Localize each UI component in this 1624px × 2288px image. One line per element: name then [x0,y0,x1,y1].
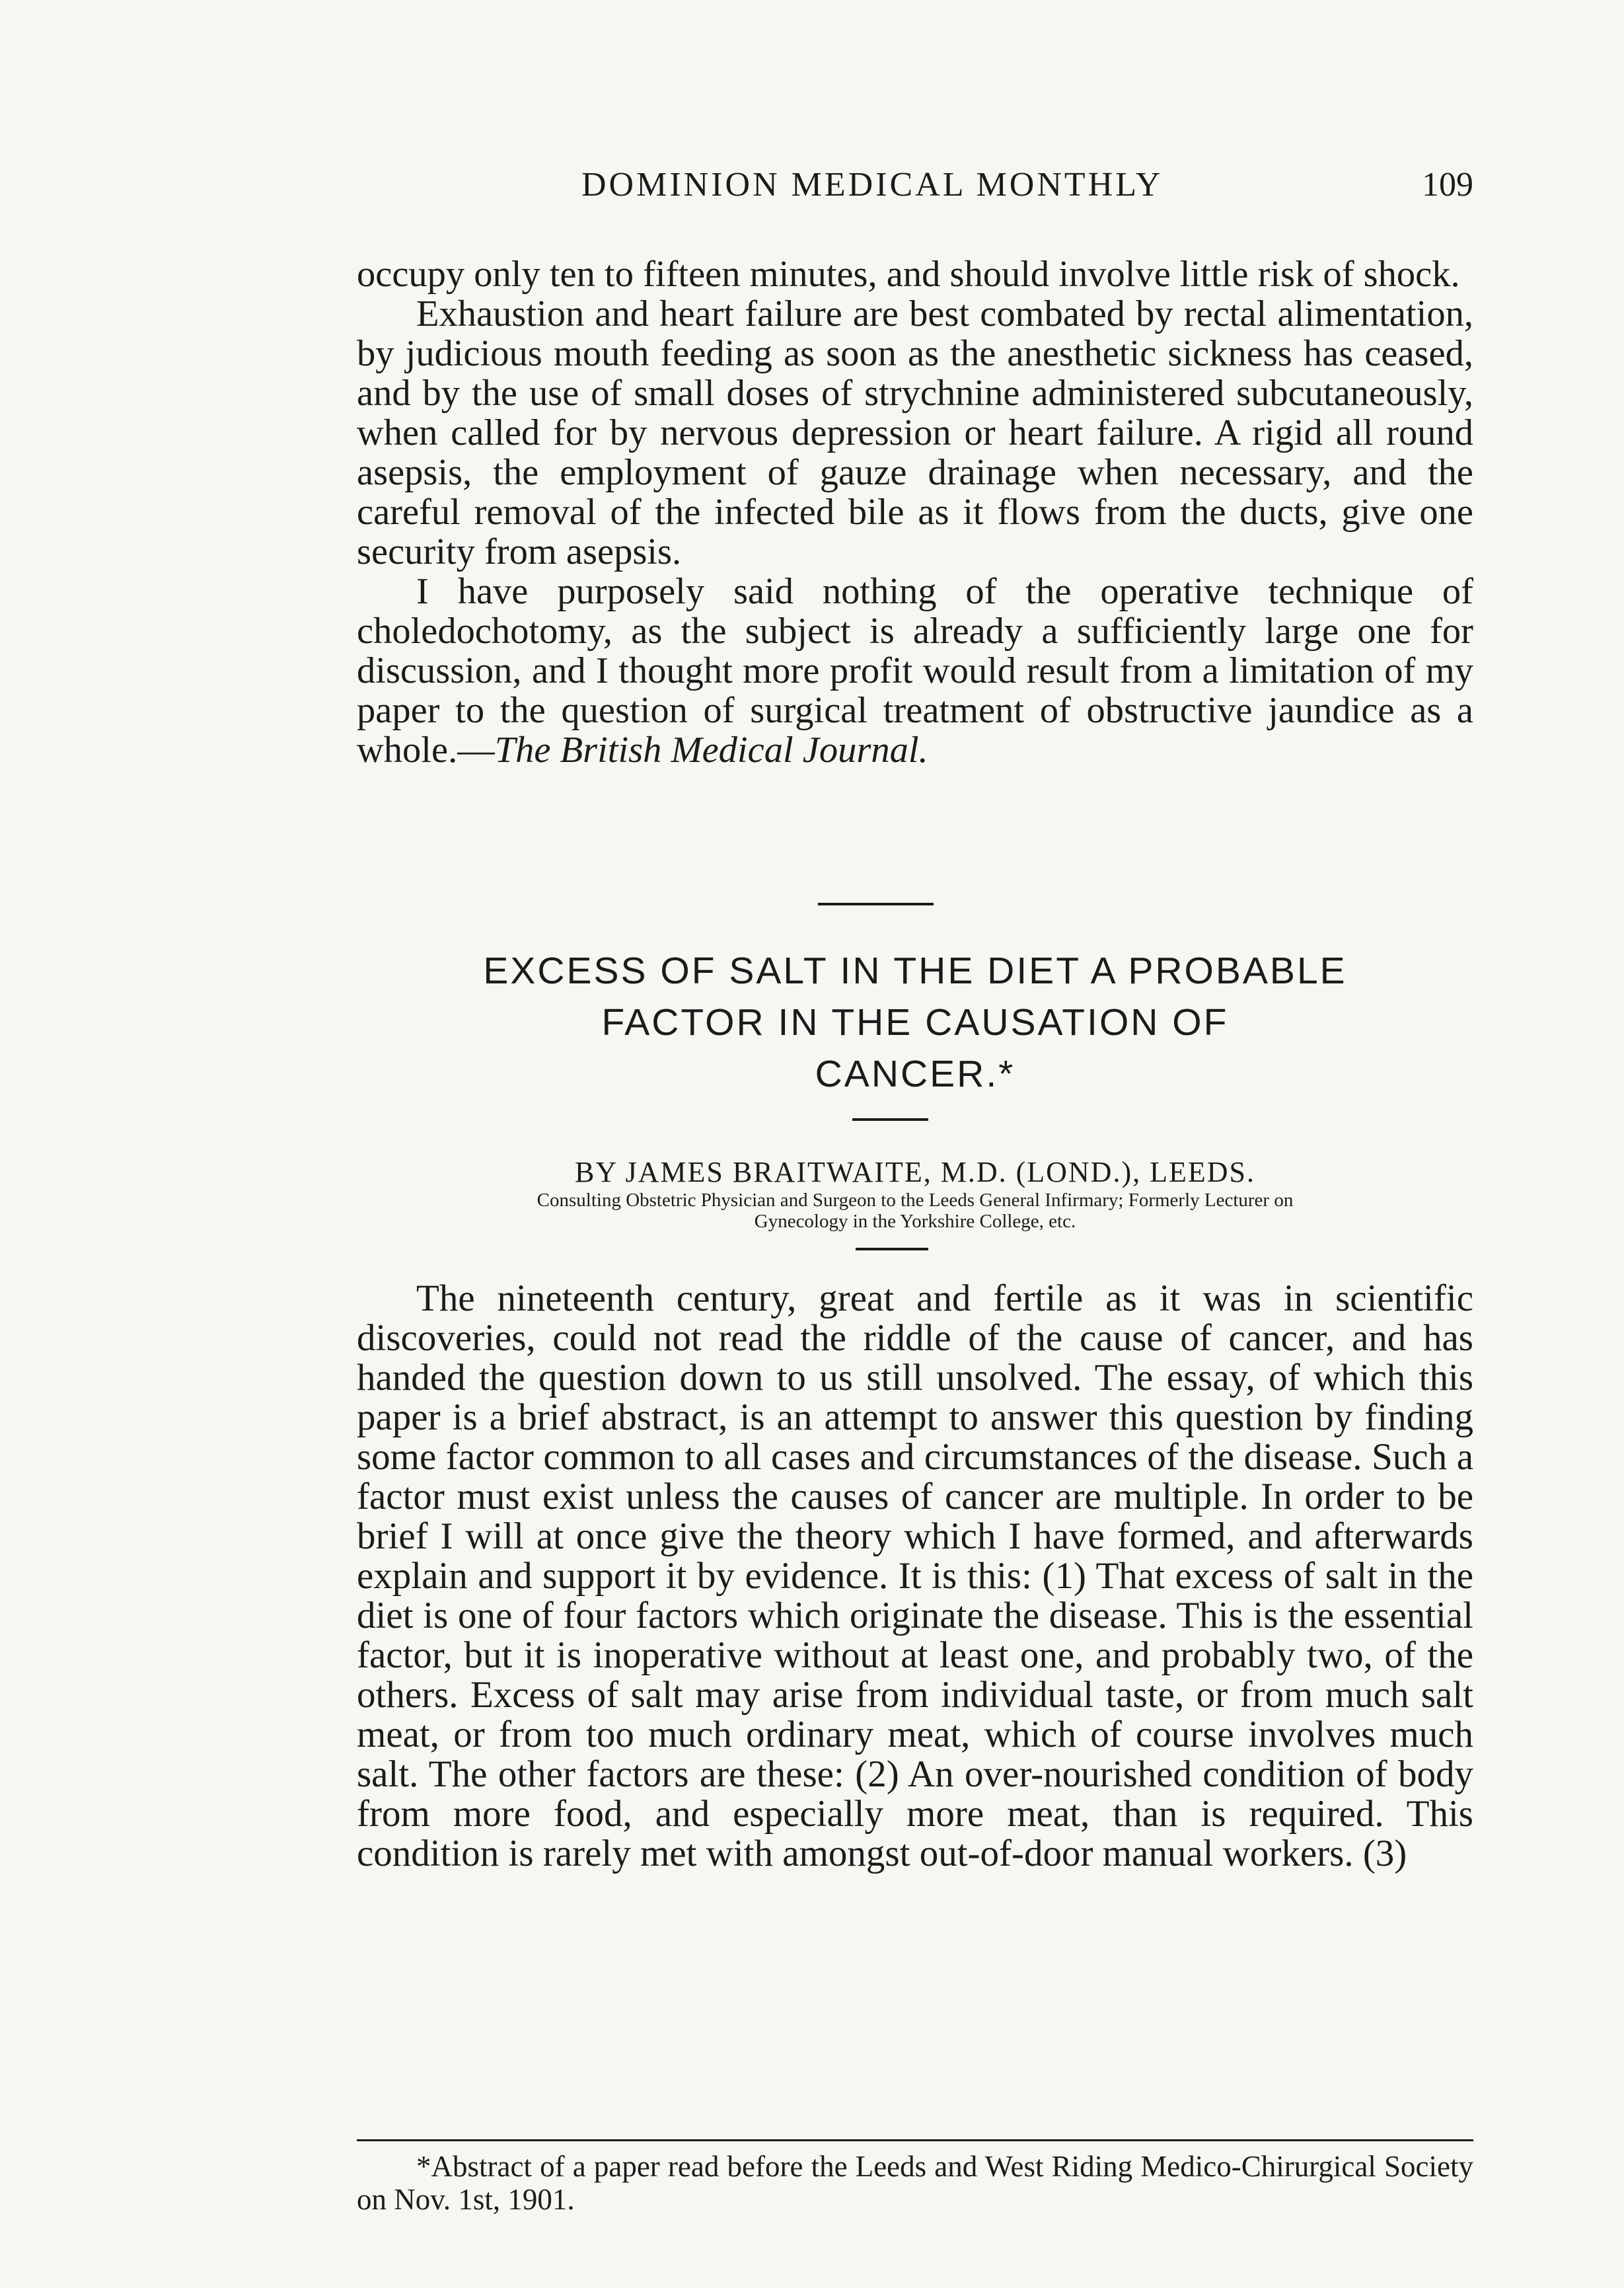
affiliation-line: Consulting Obstetric Physician and Surgeon to the Leeds General Infirmary; Formerly Lecturer on [536,1190,1294,1211]
affiliation-line: Gynecology in the Yorkshire College, etc. [754,1211,1076,1232]
paragraph: Exhaustion and heart failure are best combated by rectal alimentation, by judicious mouth feeding as soon as the anesthetic sickness has ceased, and by the use of small doses of strychnine administered subcutaneously, when called for by nervous depression or heart failure. A rigid all round asepsis, the employment of gauze drainage when necessary, and the careful removal of the infected bile as it flows from the ducts, give one security from asepsis. [357,293,1473,572]
running-title: DOMINION MEDICAL MONTHLY [581,166,1163,204]
paragraph: The nineteenth century, great and fertile as it was in scientific discoveries, could not read the riddle of the cause of cancer, and has handed the question down to us still unsolved. The essay, of which this paper is a brief abstract, is an attempt to answer this question by finding some factor common to all cases and circumstances of the disease. Such a factor must exist unless the causes of cancer are multiple. In order to be brief I will at once give the theory which I have formed, and afterwards explain and support it by evidence. It is this: (1) That excess of salt in the diet is one of four factors which originate the disease. This is the essential factor, but it is inoperative without at least one, and probably two, of the others. Excess of salt may arise from individual taste, or from much salt meat, or from too much ordinary meat, which of course involves much salt. The other factors are these: (2) An over-nourished condition of body from more food, and especially more meat, than is required. This condition is rarely met with amongst out-of-door manual workers. (3) [357,1277,1473,1874]
footnote-divider [357,2139,1473,2141]
paragraph [357,572,1473,770]
footnote [357,2150,1473,2216]
author-affiliation [357,1190,1473,1232]
article-title-line: FACTOR IN THE CAUSATION OF [601,1001,1229,1044]
running-header [357,165,1473,218]
article-title-line: CANCER.* [815,1053,1015,1095]
page-number: 109 [1422,166,1473,204]
article-title-line: EXCESS OF SALT IN THE DIET A PROBABLE [483,950,1347,992]
title-divider [852,1118,928,1121]
previous-article-text [357,254,1473,770]
footnote-text: *Abstract of a paper read before the Leeds and West Riding Medico-Chirurgical Society on Nov. 1st, 1901. [357,2150,1473,2216]
article-body [357,1279,1473,1874]
paragraph: occupy only ten to fifteen minutes, and should involve little risk of shock. [357,254,1460,295]
paragraph-text: I have purposely said nothing of the operative technique of choledochotomy, as the subject is already a sufficiently large one for discussion, and I thought more profit would result from a limitation of my paper to the question of surgical treatment of obstructive jaundice as a whole. [357,571,1473,771]
byline-divider [856,1248,928,1250]
source-dash: — [457,730,495,771]
author-byline: BY JAMES BRAITWAITE, M.D. (LOND.), LEEDS. [575,1156,1255,1188]
source-citation: The British Medical Journal. [494,730,928,771]
article-title [357,945,1473,1100]
section-divider [818,903,934,905]
